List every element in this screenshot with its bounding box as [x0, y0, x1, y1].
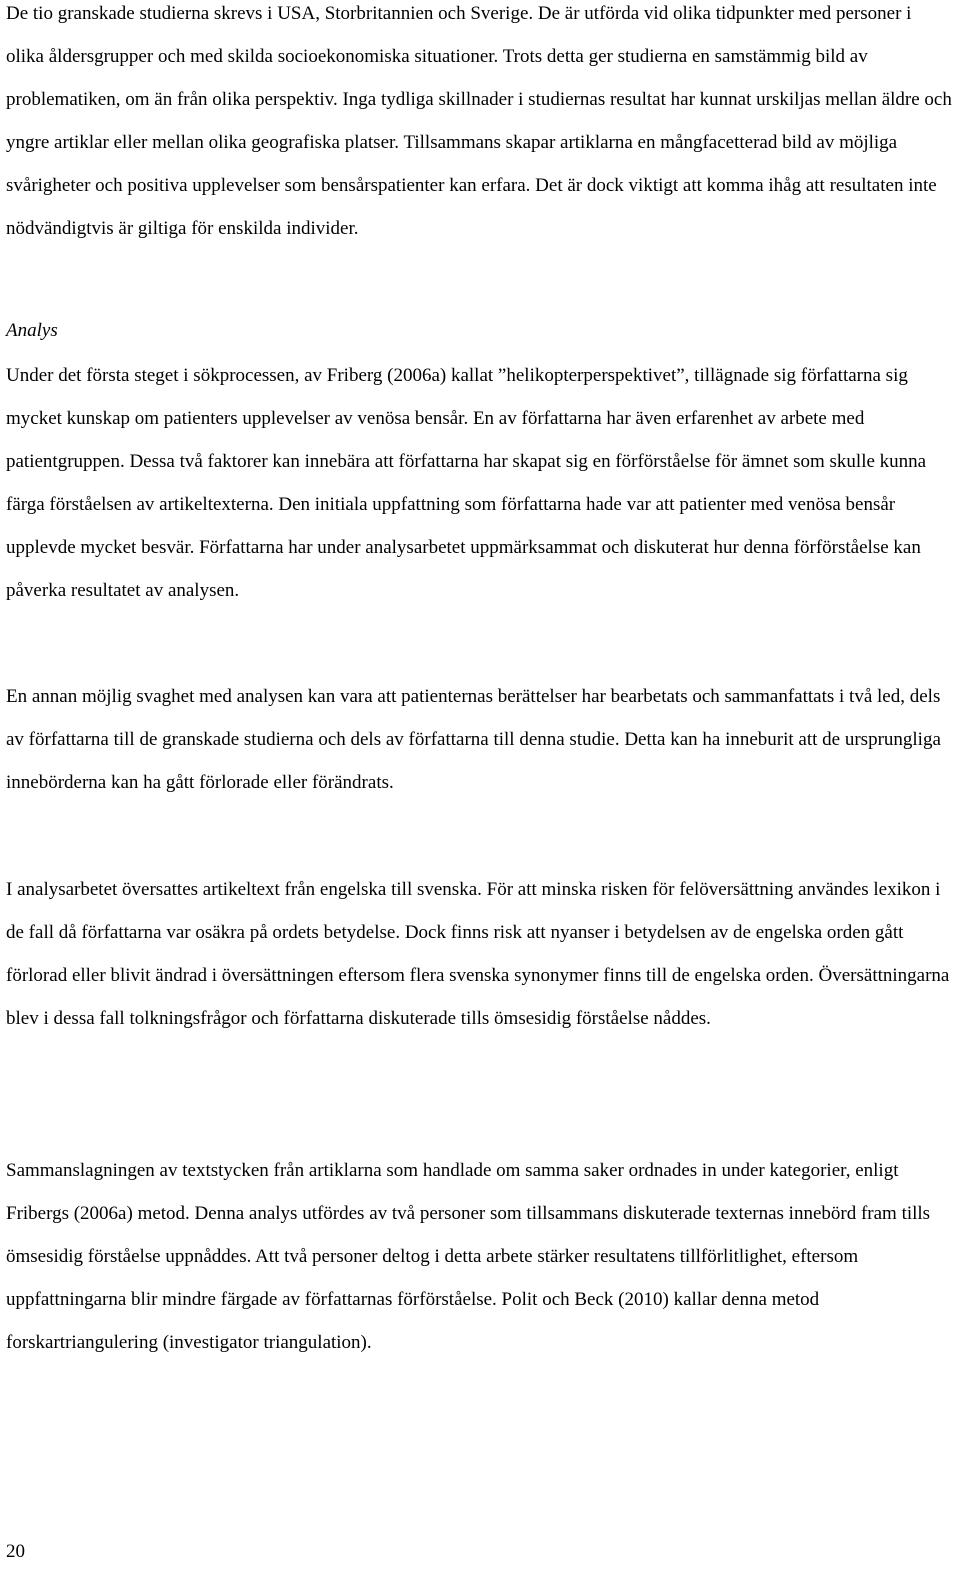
paragraph-triangulation: Sammanslagningen av textstycken från artiklarna som handlade om samma saker ordnades in under kategorier, enligt Fribergs (2006a) metod. Denna analys utfördes av två personer som tillsammans diskuterade texternas innebörd fram tills ömsesidig förståelse uppnåddes. Att två personer deltog i detta arbete stärker resultatens tillförlitlighet, eftersom uppfattningarna blir mindre färgade av författarnas förförståelse. Polit och Beck (2010) kallar denna metod forskartriangulering (investigator triangulation).: [6, 1160, 931, 1353]
document-page: [6, 0, 954, 1581]
section-heading-analys: Analys: [6, 320, 58, 341]
paragraph-translation: I analysarbetet översattes artikeltext från engelska till svenska. För att minska risken för felöversättning användes lexikon i de fall då författarna var osäkra på ordets betydelse. Dock finns risk att nyanser i betydelsen av de engelska orden gått förlorad eller blivit ändrad i översättningen eftersom flera svenska synonymer finns till de engelska orden. Översättningarna blev i dessa fall tolkningsfrågor och författarna diskuterade tills ömsesidig förståelse nåddes.: [6, 879, 950, 1029]
paragraph-analysis-weakness: En annan möjlig svaghet med analysen kan vara att patienternas berättelser har bearbetats och sammanfattats i två led, dels av författarna till de granskade studierna och dels av författarna till denna studie. Detta kan ha inneburit att de ursprungliga innebörderna kan ha gått förlorade eller förändrats.: [6, 686, 941, 793]
paragraph-study-summary: De tio granskade studierna skrevs i USA, Storbritannien och Sverige. De är utförda vid olika tidpunkter med personer i olika åldersgrupper och med skilda socioekonomiska situationer. Trots detta ger studierna en samstämmig bild av problematiken, om än från olika perspektiv. Inga tydliga skillnader i studiernas resultat har kunnat urskiljas mellan äldre och yngre artiklar eller mellan olika geografiska platser. Tillsammans skapar artiklarna en mångfacetterad bild av möjliga svårigheter och positiva upplevelser som bensårspatienter kan erfara. Det är dock viktigt att komma ihåg att resultaten inte nödvändigtvis är giltiga för enskilda individer.: [6, 3, 952, 239]
paragraph-preunderstanding: Under det första steget i sökprocessen, av Friberg (2006a) kallat ”helikopterperspektivet”, tillägnade sig författarna sig mycket kunskap om patienters upplevelser av venösa bensår. En av författarna har även erfarenhet av arbete med patientgruppen. Dessa två faktorer kan innebära att författarna har skapat sig en förförståelse för ämnet som skulle kunna färga förståelsen av artikeltexterna. Den initiala uppfattning som författarna hade var att patienter med venösa bensår upplevde mycket besvär. Författarna har under analysarbetet uppmärksammat och diskuterat hur denna förförståelse kan påverka resultatet av analysen.: [6, 365, 927, 601]
page-number: 20: [6, 1541, 25, 1562]
